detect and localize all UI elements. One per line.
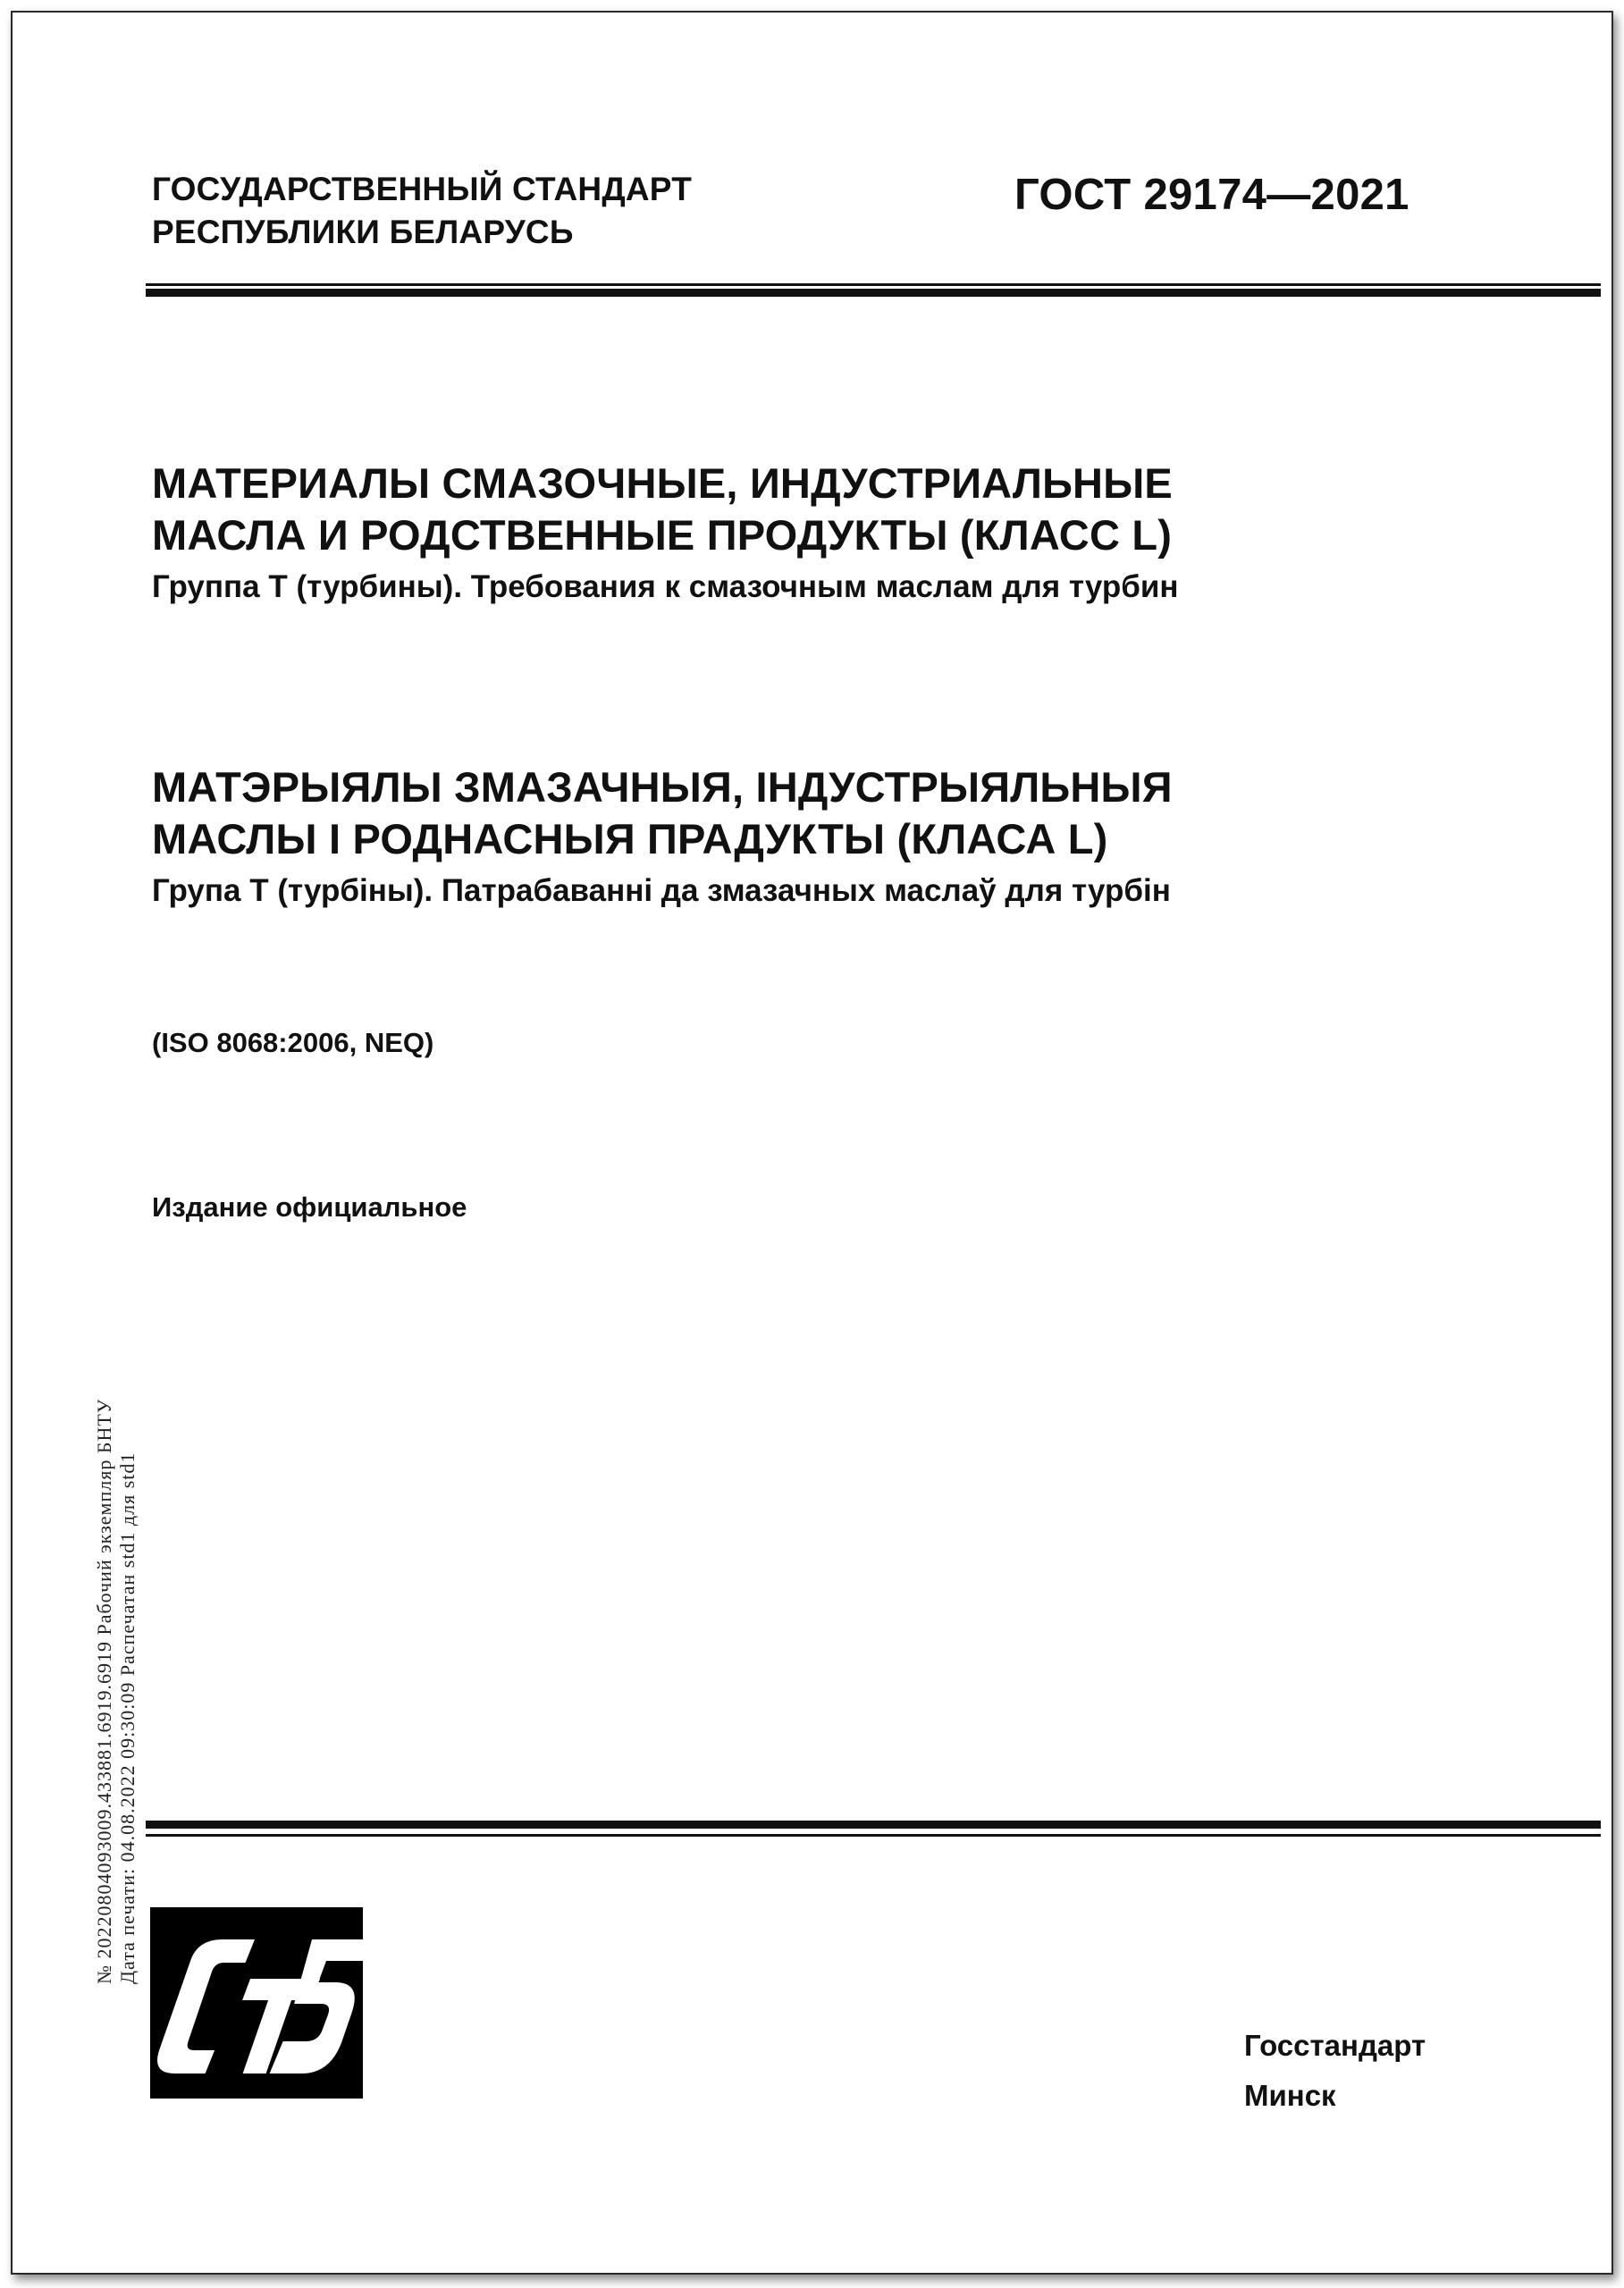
- title-be-line-1: МАТЭРЫЯЛЫ ЗМАЗАЧНЫЯ, ІНДУСТРЫЯЛЬНЫЯ: [152, 763, 1173, 811]
- edition-label: Издание официальное: [152, 1191, 467, 1223]
- header-rule-thin: [146, 283, 1601, 286]
- iso-reference: (ISO 8068:2006, NEQ): [152, 1027, 434, 1058]
- title-be-subtitle: Група Т (турбіны). Патрабаванні да змазачных маслаў для турбін: [152, 873, 1171, 908]
- title-ru-line-2: МАСЛА И РОДСТВЕННЫЕ ПРОДУКТЫ (КЛАСС L): [152, 511, 1173, 559]
- header-rule-thick: [146, 289, 1601, 297]
- issuing-authority: [152, 168, 692, 254]
- footer-rule-thin: [146, 1834, 1601, 1837]
- publisher-block: [1244, 2021, 1426, 2121]
- title-ru-subtitle: Группа Т (турбины). Требования к смазочным маслам для турбин: [152, 569, 1179, 604]
- footer-rule-thick: [146, 1821, 1601, 1829]
- publisher-name: Госстандарт: [1244, 2029, 1426, 2062]
- standard-designation: ГОСТ 29174—2021: [1014, 171, 1409, 219]
- stamp-line-1: № 20220804093009.433881.6919.6919 Рабочий экземпляр БНТУ: [93, 1398, 115, 1984]
- publisher-city: Минск: [1244, 2079, 1336, 2112]
- title-be-line-2: МАСЛЫ І РОДНАСНЫЯ ПРАДУКТЫ (КЛАСА L): [152, 815, 1108, 862]
- title-ru-line-1: МАТЕРИАЛЫ СМАЗОЧНЫЕ, ИНДУСТРИАЛЬНЫЕ: [152, 459, 1173, 507]
- stamp-line-2: Дата печати: 04.08.2022 09:30:09 Распечатан std1 для std1: [116, 1451, 139, 1984]
- authority-line-2: РЕСПУБЛИКИ БЕЛАРУСЬ: [152, 214, 574, 250]
- gosstandart-logo: [150, 1907, 363, 2099]
- print-stamp: [89, 1189, 143, 1993]
- title-belarusian: [152, 761, 1173, 912]
- authority-line-1: ГОСУДАРСТВЕННЫЙ СТАНДАРТ: [152, 171, 692, 207]
- title-russian: [152, 458, 1179, 608]
